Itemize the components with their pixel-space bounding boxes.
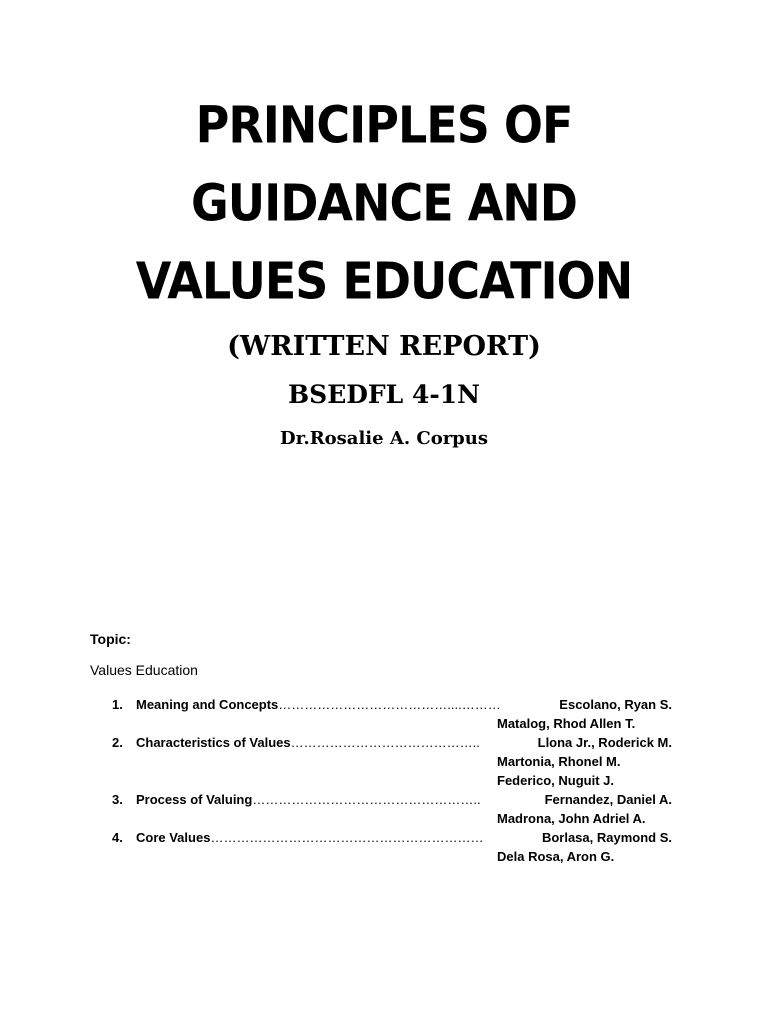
presenter-name: Dela Rosa, Aron G. <box>497 849 615 864</box>
item-title: Core Values <box>136 830 211 845</box>
dot-leader: …………………………………….. <box>290 735 480 750</box>
item-number: 1. <box>112 697 123 712</box>
presenter-name: Escolano, Ryan S. <box>559 697 672 712</box>
presenter-name: Federico, Nuguit J. <box>497 773 615 788</box>
presenter-name: Martonia, Rhonel M. <box>497 754 621 769</box>
section-code: BSEDFL 4-1N <box>288 380 480 409</box>
list-item <box>112 695 672 733</box>
presenter-name: Borlasa, Raymond S. <box>541 830 672 845</box>
dot-leader: …………………………………....……… <box>278 697 501 712</box>
presenter-name: Madrona, John Adriel A. <box>497 811 646 826</box>
item-title: Process of Valuing <box>136 792 253 807</box>
instructor-name: Dr.Rosalie A. Corpus <box>280 428 488 449</box>
topic-list <box>112 695 672 866</box>
title-line-3: VALUES EDUCATION <box>135 251 633 311</box>
item-number: 3. <box>112 792 123 807</box>
presenter-name: Fernandez, Daniel A. <box>544 792 672 807</box>
list-item <box>112 828 672 866</box>
dot-leader: …………………………………………….. <box>252 792 481 807</box>
presenter-name: Llona Jr., Roderick M. <box>537 735 672 750</box>
item-title: Characteristics of Values <box>136 735 291 750</box>
item-number: 2. <box>112 735 123 750</box>
title-line-1: PRINCIPLES OF <box>195 95 573 155</box>
title-line-2: GUIDANCE AND <box>191 173 577 233</box>
presenter-name: Matalog, Rhod Allen T. <box>497 716 636 731</box>
list-item <box>112 790 672 828</box>
item-number: 4. <box>112 830 123 845</box>
topic-label: Topic: <box>90 631 131 647</box>
report-type: (WRITTEN REPORT) <box>227 331 541 362</box>
topic-name: Values Education <box>90 662 198 678</box>
item-title: Meaning and Concepts <box>136 697 279 712</box>
dot-leader: ……………………………………………………… <box>210 830 484 845</box>
list-item <box>112 733 672 790</box>
